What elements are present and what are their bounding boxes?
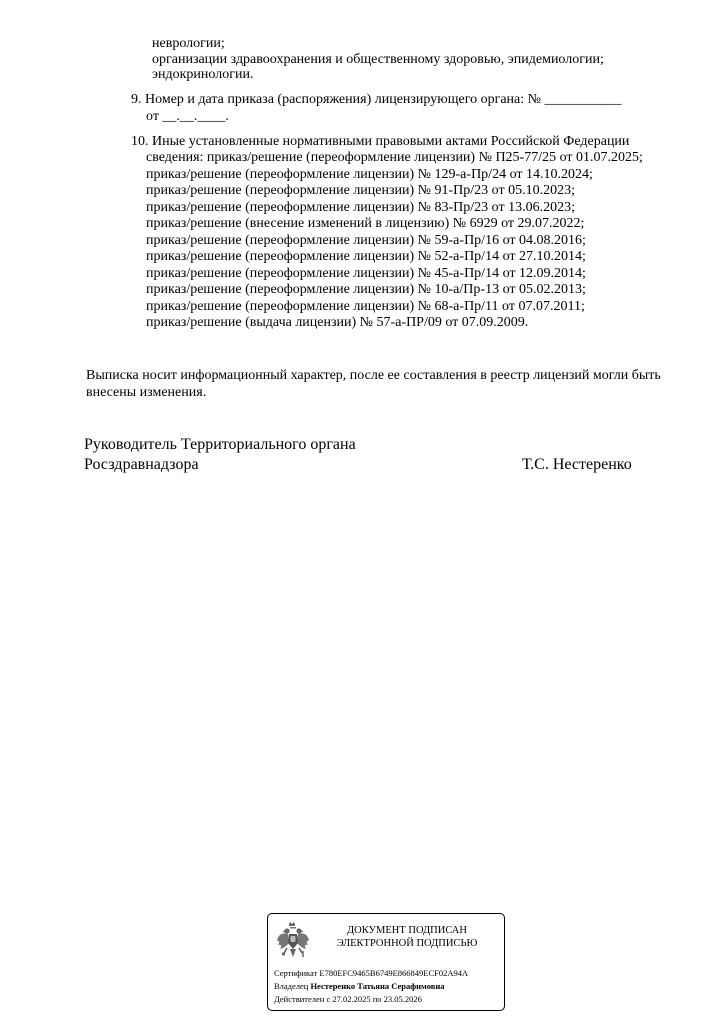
item-10-line: сведения: приказ/решение (переоформление лицензии) № П25-77/25 от 01.07.2025;	[146, 150, 643, 165]
activity-line-endocrinology: эндокринологии.	[152, 67, 254, 82]
stamp-header-line-2: ЭЛЕКТРОННОЙ ПОДПИСЬЮ	[336, 938, 478, 949]
activity-line-neurology: неврологии;	[152, 36, 225, 51]
stamp-header-line-1: ДОКУМЕНТ ПОДПИСАН	[347, 925, 467, 936]
signatory-title-line-2: Росздравнадзора	[84, 456, 199, 473]
certificate-label: Сертификат	[274, 968, 318, 978]
owner-value: Нестеренко Татьяна Серафимовна	[310, 981, 445, 991]
item-10-heading: 10. Иные установленные нормативными правовыми актами Российской Федерации	[131, 134, 630, 149]
item-10-line: приказ/решение (переоформление лицензии) № 129-а-Пр/24 от 14.10.2024;	[146, 167, 593, 182]
double-headed-eagle-icon	[276, 921, 310, 963]
item-10-line: приказ/решение (переоформление лицензии) № 68-а-Пр/11 от 07.07.2011;	[146, 299, 585, 314]
item-9-order-date: от __.__.____.	[146, 109, 229, 124]
electronic-signature-stamp	[267, 913, 505, 1011]
owner-label: Владелец	[274, 981, 309, 991]
item-10-line: приказ/решение (переоформление лицензии) № 52-а-Пр/14 от 27.10.2014;	[146, 249, 586, 264]
stamp-certificate	[274, 968, 468, 979]
item-10-line: приказ/решение (переоформление лицензии) № 83-Пр/23 от 13.06.2023;	[146, 200, 576, 215]
signatory-title-line-1: Руководитель Территориального органа	[84, 436, 356, 453]
item-10-line: приказ/решение (переоформление лицензии) № 91-Пр/23 от 05.10.2023;	[146, 183, 576, 198]
certificate-value: E780EFC9465B6749E866849ECF02A94A	[319, 968, 469, 978]
item-10-line: приказ/решение (переоформление лицензии) № 45-а-Пр/14 от 12.09.2014;	[146, 266, 586, 281]
item-10-line: приказ/решение (внесение изменений в лицензию) № 6929 от 29.07.2022;	[146, 216, 585, 231]
notice-line-2: внесены изменения.	[86, 385, 207, 400]
item-10-line: приказ/решение (выдача лицензии) № 57-а-ПР/09 от 07.09.2009.	[146, 315, 529, 330]
item-10-line: приказ/решение (переоформление лицензии) № 59-а-Пр/16 от 04.08.2016;	[146, 233, 586, 248]
item-9-order-number: 9. Номер и дата приказа (распоряжения) лицензирующего органа: № ___________	[131, 92, 622, 107]
signatory-name: Т.С. Нестеренко	[522, 456, 632, 473]
activity-line-public-health: организации здравоохранения и общественному здоровью, эпидемиологии;	[152, 52, 604, 67]
stamp-validity: Действителен с 27.02.2025 по 23.05.2026	[274, 994, 422, 1004]
notice-line-1: Выписка носит информационный характер, после ее составления в реестр лицензий могли быть	[86, 368, 661, 383]
item-10-line: приказ/решение (переоформление лицензии) № 10-а/Пр-13 от 05.02.2013;	[146, 282, 586, 297]
stamp-owner	[274, 981, 445, 992]
